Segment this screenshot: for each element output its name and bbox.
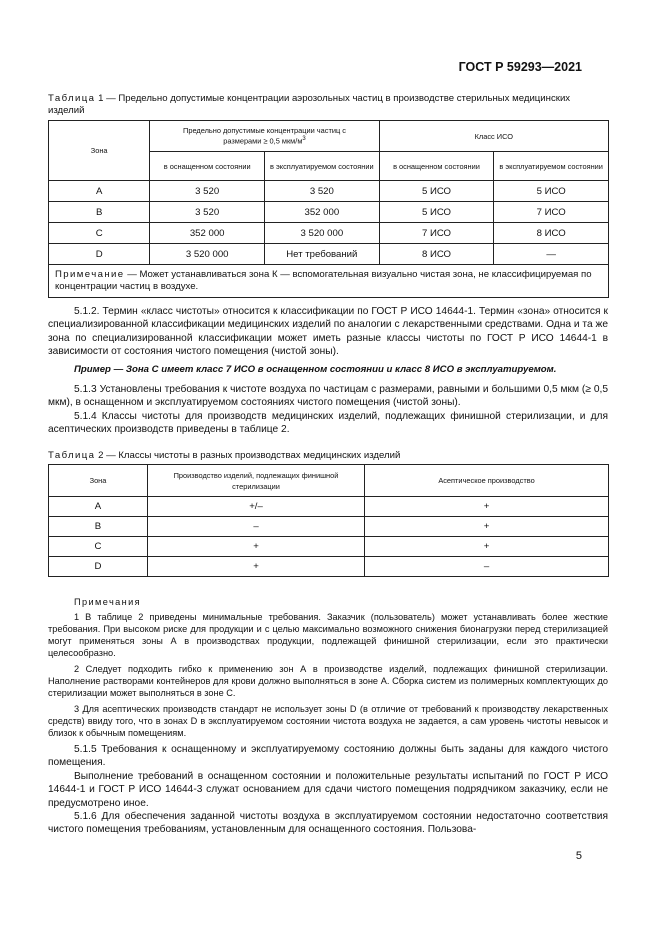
table-cell: 3 520 — [265, 181, 380, 202]
notes-title: Примечания — [74, 597, 142, 607]
note-item-2: 2 Следует подходить гибко к применению зон А в производстве изделий, подлежащих финишной стерилизации. Наполнение растворами контейнеров для крови должно выполняться в зоне А. Сборка систем из полимерных комплектующих до стерилизации может выполняться в зоне С. — [48, 664, 608, 698]
table-cell: D — [49, 557, 148, 577]
table1-note-label: Примечание — [55, 269, 125, 280]
table-cell: 8 ИСО — [494, 223, 609, 244]
table-cell: + — [365, 497, 609, 517]
table1-note-text: — Может устанавливаться зона К — вспомогательная визуально чистая зона, не классифицируемая по концентрации частиц в воздухе. — [55, 269, 592, 292]
table-row — [49, 202, 609, 223]
table1 — [48, 120, 609, 298]
table-row — [49, 557, 609, 577]
table-cell: B — [49, 517, 148, 537]
standard-number: ГОСТ Р 59293—2021 — [458, 60, 582, 74]
paragraph-acceptance: Выполнение требований в оснащенном состоянии и положительные результаты испытаний по ГОСТ Р ИСО 14644-1 и ГОСТ Р ИСО 14644-3 служат основанием для сдачи чистого помещения подрядчиком заказчику, если не предусмотрено иное. — [48, 771, 608, 809]
paragraph-5-1-4: 5.1.4 Классы чистоты для производств медицинских изделий, подлежащих финишной стерилизации, и для асептических производств приведены в таблице 2. — [48, 411, 608, 436]
table-cell: 5 ИСО — [379, 202, 494, 223]
note-item-1: 1 В таблице 2 приведены минимальные требования. Заказчик (пользователь) может устанавливать более жесткие требования. При высоком риске для продукции и с целью максимально возможного снижения бионагрузки перед стерилизацией могут применяться зоны А в производствах продукции, подлежащей финишной стерилизации, если это практически целесообразно. — [48, 612, 608, 658]
table-cell: 5 ИСО — [494, 181, 609, 202]
table1-subheader: в оснащенном состоянии — [379, 152, 494, 181]
table-cell: A — [49, 497, 148, 517]
table-cell: Нет требований — [265, 244, 380, 265]
table1-subheader: в оснащенном состоянии — [150, 152, 265, 181]
paragraph-5-1-6: 5.1.6 Для обеспечения заданной чистоты воздуха в эксплуатируемом состоянии недостаточно соответствия чистого помещения требованиям, установленным для оснащенного состояния. Пользова- — [48, 811, 608, 836]
table2-caption — [48, 450, 600, 462]
paragraph-5-1-5: 5.1.5 Требования к оснащенному и эксплуатируемому состоянию должны быть заданы для каждого чистого помещения. — [48, 744, 608, 769]
table1-subheader: в эксплуатируемом состоянии — [494, 152, 609, 181]
table-cell: 3 520 — [150, 202, 265, 223]
note-item-3: 3 Для асептических производств стандарт не использует зоны D (в отличие от требований к производству лекарственных средств) ввиду того, что в зонах D в эксплуатируемом состоянии чистота воздуха не задается, а сам уровень чистоты невысок и близок к обычным помещениям. — [48, 704, 608, 738]
table-cell: 3 520 — [150, 181, 265, 202]
table-row — [49, 537, 609, 557]
table2-header-terminal-sterilization: Производство изделий, подлежащих финишной стерилизации — [148, 465, 365, 497]
page-number: 5 — [575, 850, 582, 862]
table1-label: Таблица — [48, 93, 96, 104]
table-cell: – — [365, 557, 609, 577]
table1-subheader: в эксплуатируемом состоянии — [265, 152, 380, 181]
table2-label: Таблица — [48, 450, 96, 461]
table-cell: 3 520 000 — [265, 223, 380, 244]
table1-caption-text: 1 — Предельно допустимые концентрации аэрозольных частиц в производстве стерильных медицинских изделий — [48, 93, 571, 116]
table-cell: 3 520 000 — [150, 244, 265, 265]
table2-header-zone: Зона — [49, 465, 148, 497]
table-cell: B — [49, 202, 150, 223]
table-cell: + — [365, 537, 609, 557]
table-cell: + — [365, 517, 609, 537]
table-cell: + — [148, 557, 365, 577]
table2 — [48, 464, 609, 577]
table-cell: +/– — [148, 497, 365, 517]
table-cell: 8 ИСО — [379, 244, 494, 265]
table-row — [49, 223, 609, 244]
table1-header-zone: Зона — [49, 121, 150, 181]
table1-caption — [48, 93, 600, 117]
table2-header-aseptic: Асептическое производство — [365, 465, 609, 497]
table1-header-iso-class: Класс ИСО — [379, 121, 608, 152]
table-cell: — — [494, 244, 609, 265]
table-row — [49, 244, 609, 265]
table-cell: 7 ИСО — [379, 223, 494, 244]
table1-note — [49, 265, 609, 298]
table-cell: 5 ИСО — [379, 181, 494, 202]
table-cell: 352 000 — [150, 223, 265, 244]
table-row — [49, 517, 609, 537]
example-text: Пример — Зона С имеет класс 7 ИСО в оснащенном состоянии и класс 8 ИСО в эксплуатируемом. — [74, 364, 557, 375]
table-cell: 352 000 — [265, 202, 380, 223]
table-cell: D — [49, 244, 150, 265]
paragraph-5-1-2: 5.1.2. Термин «класс чистоты» относится к классификации по ГОСТ Р ИСО 14644-1. Термин «зона» относится к специализированной классификации медицинских изделий по аналогии с лекарственными средствами. Одна и та же зона по специализированной классификации может иметь разные классы чистоты по ГОСТ Р ИСО 14644-1 в зависимости от состояния чистого помещения (чистой зоны). — [48, 306, 608, 358]
table-cell: C — [49, 537, 148, 557]
table-cell: A — [49, 181, 150, 202]
table-cell: – — [148, 517, 365, 537]
paragraph-5-1-3: 5.1.3 Установлены требования к чистоте воздуха по частицам с размерами, равными и большими 0,5 мкм (≥ 0,5 мкм), в оснащенном и эксплуатируемом состояниях чистого помещения (чистой зоны). — [48, 384, 608, 409]
table-row — [49, 181, 609, 202]
table-cell: + — [148, 537, 365, 557]
table-cell: 7 ИСО — [494, 202, 609, 223]
table1-header-concentration: Предельно допустимые концентрации частиц с размерами ≥ 0,5 мкм/$м^3$ — [150, 121, 379, 152]
table-cell: C — [49, 223, 150, 244]
table2-caption-text: 2 — Классы чистоты в разных производствах медицинских изделий — [95, 450, 401, 461]
table-row — [49, 497, 609, 517]
